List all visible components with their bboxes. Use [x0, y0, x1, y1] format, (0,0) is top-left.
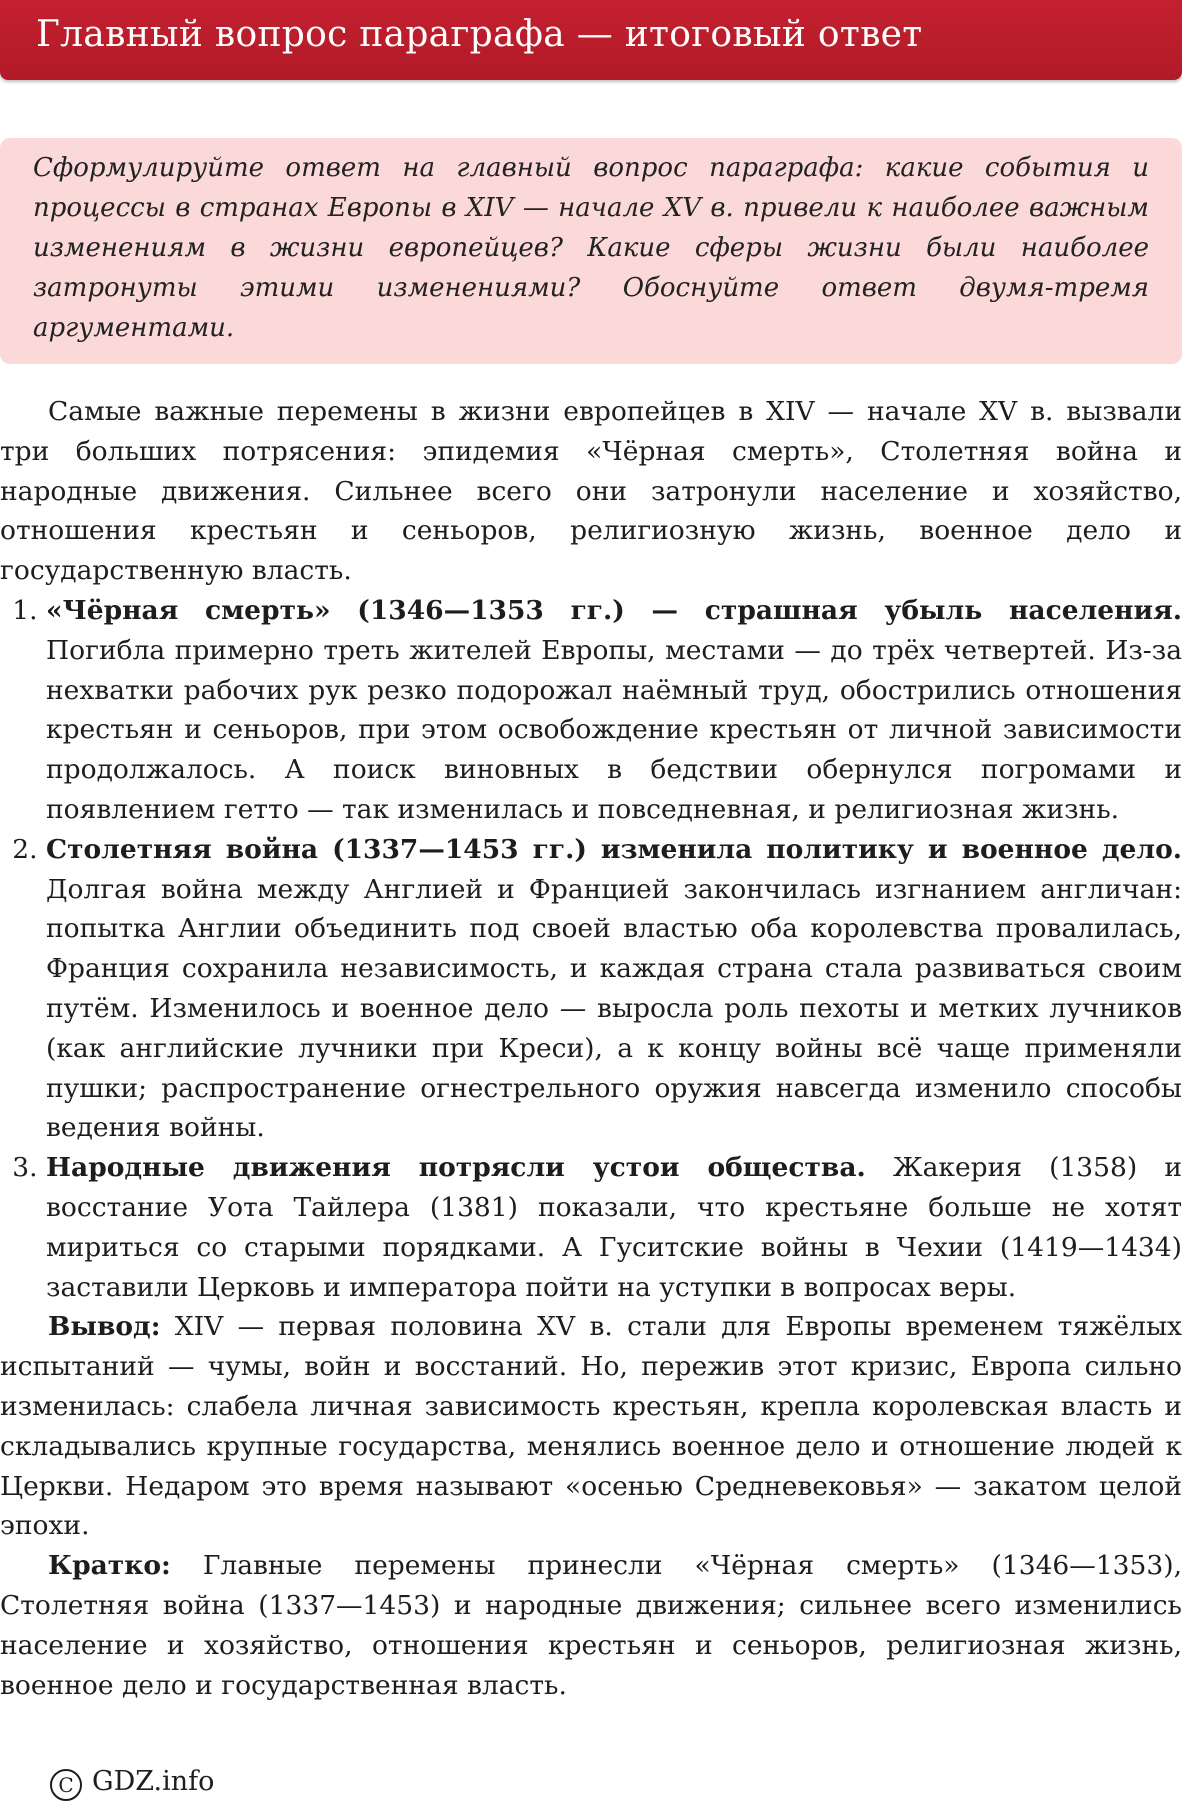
answer-intro: Самые важные перемены в жизни европейцев в XIV — начале XV в. вызвали три больших потрясения: эпидемия «Чёрная смерть», Столетняя война и народные движения. Сильнее всего они затронули население и хозяйство, отношения крестьян и сеньоров, религиозную жизнь, военное дело и государственную власть. — [0, 396, 1182, 587]
brief-text: Главные перемены принесли «Чёрная смерть» (1346—1353), Столетняя война (1337—1453) и народные движения; сильнее всего изменились население и хозяйство, отношения крестьян и сеньоров, религиозная жизнь, военное дело и государственная власть. — [0, 1550, 1182, 1701]
brief-paragraph — [0, 1546, 1182, 1705]
footer-copyright — [50, 1766, 214, 1801]
answer-body — [0, 392, 1182, 1705]
conclusion-label: Вывод: — [48, 1311, 161, 1343]
copyright-icon: C — [50, 1769, 82, 1801]
answer-point-heading: «Чёрная смерть» (1346—1353 гг.) — страшная убыль населения. — [46, 594, 1182, 626]
conclusion-paragraph — [0, 1307, 1182, 1546]
answer-point-heading: Народные движения потрясли устои общества. — [46, 1152, 866, 1184]
conclusion-text: XIV — первая половина XV в. стали для Европы временем тяжёлых испытаний — чумы, войн и восстаний. Но, пережив этот кризис, Европа сильно изменилась: слабела личная зависимость крестьян, крепла королевская власть и складывались крупные государства, менялись военное дело и отношение людей к Церкви. Недаром это время называют «осенью Средневековья» — закатом целой эпохи. — [0, 1311, 1182, 1542]
section-title: Главный вопрос параграфа — итоговый ответ — [36, 14, 923, 55]
answer-point — [46, 1148, 1182, 1307]
brief-label: Кратко: — [48, 1550, 171, 1582]
answer-point-text: Жакерия (1358) и восстание Уота Тайлера (1381) показали, что крестьяне больше не хотят мириться со старыми порядками. А Гуситские войны в Чехии (1419—1434) заставили Церковь и императора пойти на уступки в вопросах веры. — [46, 1152, 1182, 1303]
footer-site: GDZ.info — [92, 1766, 215, 1797]
answer-point — [46, 830, 1182, 1148]
section-header-bar — [0, 0, 1182, 80]
question-text: Сформулируйте ответ на главный вопрос параграфа: какие события и процессы в странах Европы в XIV — начале XV в. привели к наиболее важным изменениям в жизни европейцев? Какие сферы жизни были наиболее затронуты этими изменениями? Обоснуйте ответ двумя-тремя аргументами. — [33, 153, 1149, 343]
answer-point-heading: Столетняя война (1337—1453 гг.) изменила политику и военное дело. — [46, 833, 1182, 865]
answer-point — [46, 591, 1182, 830]
answer-point-text: Долгая война между Англией и Францией закончилась изгнанием англичан: попытка Англии объединить под своей властью оба королевства провалилась, Франция сохранила независимость, и каждая страна стала развиваться своим путём. Изменилось и военное дело — выросла роль пехоты и метких лучников (как английские лучники при Креси), а к концу войны всё чаще применяли пушки; распространение огнестрельного оружия навсегда изменило способы ведения войны. — [46, 873, 1182, 1144]
answer-point-text: Погибла примерно треть жителей Европы, местами — до трёх четвертей. Из-за нехватки рабочих рук резко подорожал наёмный труд, обострились отношения крестьян и сеньоров, при этом освобождение крестьян от личной зависимости продолжалось. А поиск виновных в бедствии обернулся погромами и появлением гетто — так изменилась и повседневная, и религиозная жизнь. — [46, 634, 1182, 825]
answer-points-list — [0, 591, 1182, 1307]
